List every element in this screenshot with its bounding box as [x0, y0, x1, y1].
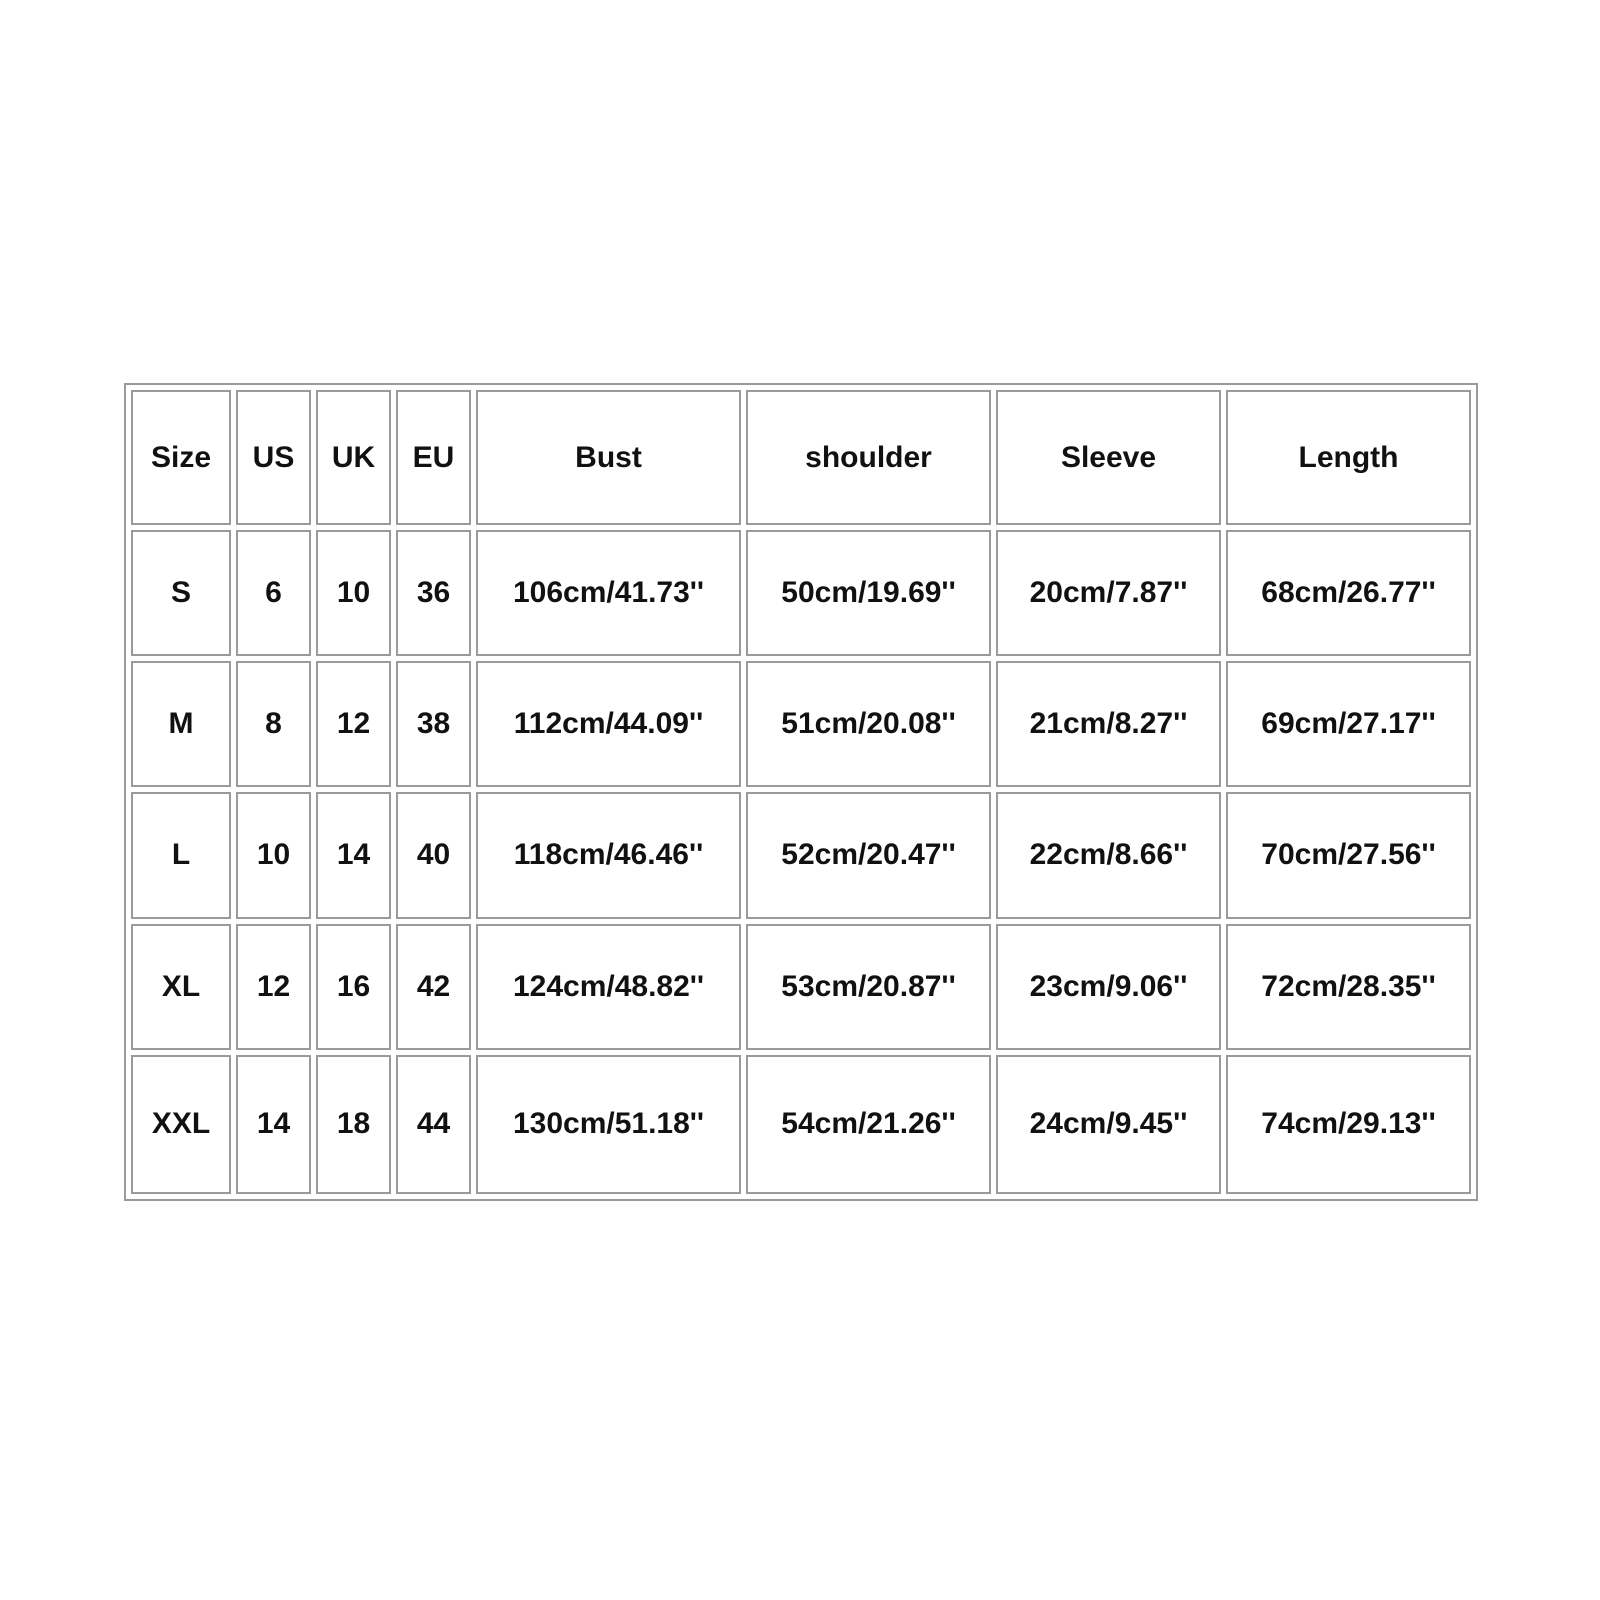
table-row [131, 661, 1471, 787]
cell-shoulder: 54cm/21.26'' [746, 1055, 991, 1194]
table-row [131, 1055, 1471, 1194]
header-sleeve: Sleeve [996, 390, 1221, 525]
cell-bust: 118cm/46.46'' [476, 792, 741, 918]
header-uk: UK [316, 390, 391, 525]
cell-length: 70cm/27.56'' [1226, 792, 1471, 918]
cell-length: 74cm/29.13'' [1226, 1055, 1471, 1194]
cell-us: 14 [236, 1055, 311, 1194]
cell-uk: 14 [316, 792, 391, 918]
cell-eu: 40 [396, 792, 471, 918]
size-chart-table [124, 383, 1478, 1201]
header-shoulder: shoulder [746, 390, 991, 525]
cell-uk: 12 [316, 661, 391, 787]
cell-us: 10 [236, 792, 311, 918]
cell-size: L [131, 792, 231, 918]
cell-uk: 18 [316, 1055, 391, 1194]
cell-bust: 106cm/41.73'' [476, 530, 741, 656]
cell-uk: 16 [316, 924, 391, 1050]
header-bust: Bust [476, 390, 741, 525]
header-row [131, 390, 1471, 525]
cell-shoulder: 51cm/20.08'' [746, 661, 991, 787]
header-eu: EU [396, 390, 471, 525]
cell-uk: 10 [316, 530, 391, 656]
cell-sleeve: 22cm/8.66'' [996, 792, 1221, 918]
cell-eu: 42 [396, 924, 471, 1050]
cell-length: 69cm/27.17'' [1226, 661, 1471, 787]
cell-eu: 44 [396, 1055, 471, 1194]
cell-us: 6 [236, 530, 311, 656]
cell-shoulder: 50cm/19.69'' [746, 530, 991, 656]
cell-eu: 36 [396, 530, 471, 656]
cell-sleeve: 24cm/9.45'' [996, 1055, 1221, 1194]
cell-sleeve: 23cm/9.06'' [996, 924, 1221, 1050]
cell-size: M [131, 661, 231, 787]
header-length: Length [1226, 390, 1471, 525]
cell-length: 72cm/28.35'' [1226, 924, 1471, 1050]
cell-size: S [131, 530, 231, 656]
table-row [131, 530, 1471, 656]
table-row [131, 792, 1471, 918]
cell-sleeve: 20cm/7.87'' [996, 530, 1221, 656]
cell-size: XXL [131, 1055, 231, 1194]
cell-eu: 38 [396, 661, 471, 787]
cell-bust: 112cm/44.09'' [476, 661, 741, 787]
cell-shoulder: 53cm/20.87'' [746, 924, 991, 1050]
header-size: Size [131, 390, 231, 525]
header-us: US [236, 390, 311, 525]
cell-size: XL [131, 924, 231, 1050]
table-row [131, 924, 1471, 1050]
cell-length: 68cm/26.77'' [1226, 530, 1471, 656]
cell-shoulder: 52cm/20.47'' [746, 792, 991, 918]
cell-us: 8 [236, 661, 311, 787]
cell-bust: 124cm/48.82'' [476, 924, 741, 1050]
cell-us: 12 [236, 924, 311, 1050]
cell-sleeve: 21cm/8.27'' [996, 661, 1221, 787]
cell-bust: 130cm/51.18'' [476, 1055, 741, 1194]
